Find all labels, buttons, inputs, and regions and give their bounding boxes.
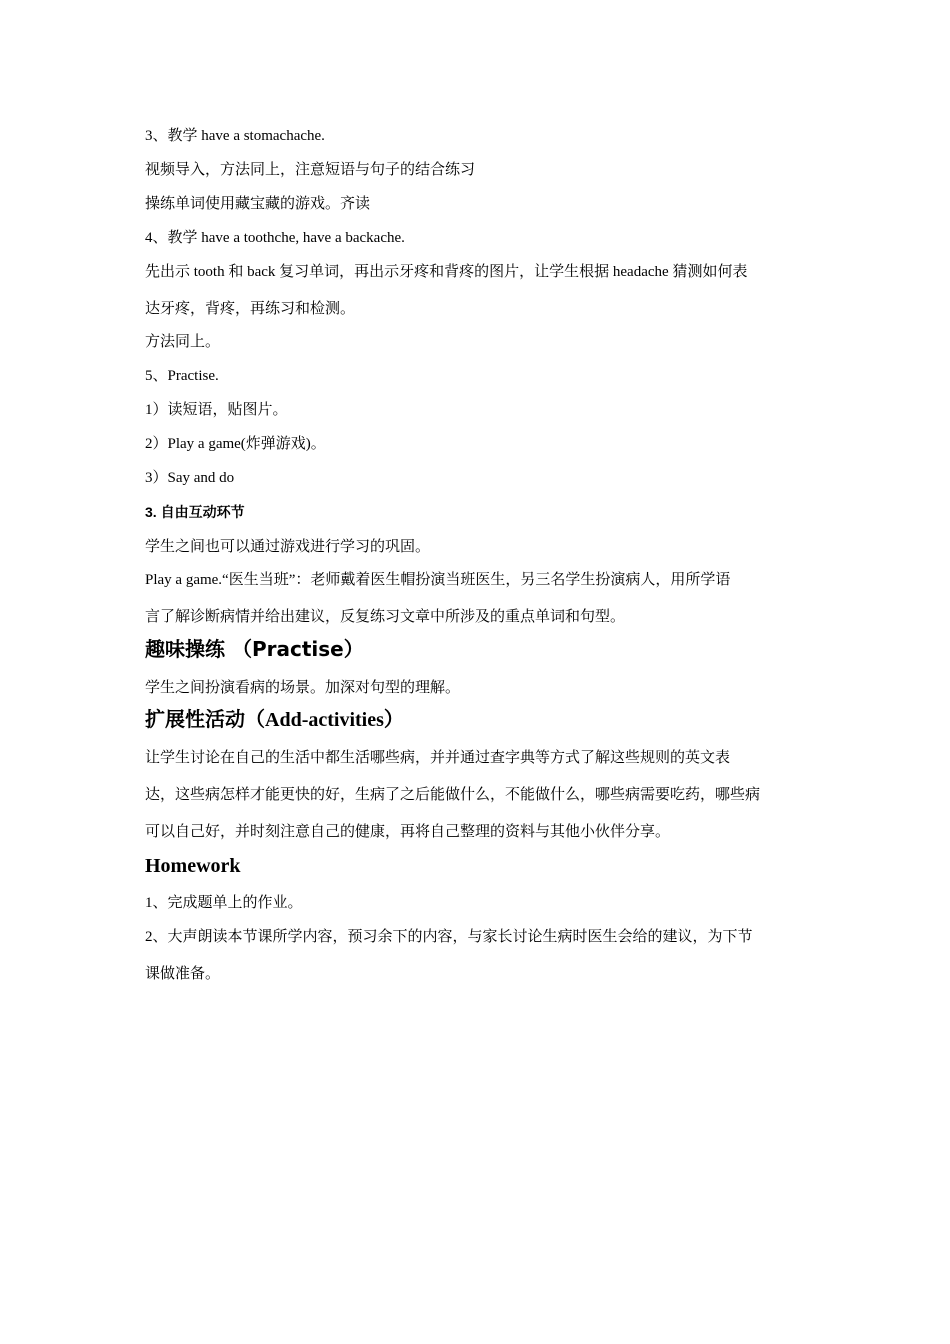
paragraph-line: 言了解诊断病情并给出建议，反复练习文章中所涉及的重点单词和句型。 bbox=[145, 609, 626, 625]
paragraph-line: 操练单词使用藏宝藏的游戏。齐读 bbox=[145, 196, 371, 212]
section-heading-practise: 趣味操练 （Practise） bbox=[145, 637, 364, 661]
section-heading-homework: Homework bbox=[145, 855, 241, 877]
list-item: 1、完成题单上的作业。 bbox=[145, 895, 303, 911]
step-5-title: 5、Practise. bbox=[145, 368, 219, 384]
paragraph-line: 可以自己好，并时刻注意自己的健康，再将自己整理的资料与其他小伙伴分享。 bbox=[145, 824, 671, 840]
paragraph-line: 视频导入，方法同上，注意短语与句子的结合练习 bbox=[145, 162, 476, 178]
list-item: 1）读短语，贴图片。 bbox=[145, 402, 288, 418]
paragraph-line: 学生之间也可以通过游戏进行学习的巩固。 bbox=[145, 539, 431, 555]
paragraph-line: 让学生讨论在自己的生活中都生活哪些病，并并通过查字典等方式了解这些规则的英文表 bbox=[145, 750, 731, 766]
subsection-heading: 3. 自由互动环节 bbox=[145, 504, 245, 520]
list-item: 2）Play a game(炸弹游戏)。 bbox=[145, 436, 326, 452]
paragraph-line: Play a game.“医生当班”：老师戴着医生帽扮演当班医生，另三名学生扮演病人，用所学语 bbox=[145, 572, 731, 588]
step-3-title: 3、教学 have a stomachache. bbox=[145, 128, 325, 144]
paragraph-line: 课做准备。 bbox=[145, 966, 221, 982]
section-heading-add-activities: 扩展性活动（Add-activities） bbox=[145, 709, 404, 731]
list-item: 2、大声朗读本节课所学内容，预习余下的内容，与家长讨论生病时医生会给的建议，为下节 bbox=[145, 929, 753, 945]
paragraph-line: 方法同上。 bbox=[145, 334, 221, 350]
paragraph-line: 达，这些病怎样才能更快的好，生病了之后能做什么，不能做什么，哪些病需要吃药，哪些病 bbox=[145, 787, 761, 803]
list-item: 3）Say and do bbox=[145, 470, 235, 486]
step-4-title: 4、教学 have a toothche, have a backache. bbox=[145, 230, 405, 246]
paragraph-line: 达牙疼，背疼，再练习和检测。 bbox=[145, 301, 356, 317]
paragraph-line: 先出示 tooth 和 back 复习单词，再出示牙疼和背疼的图片，让学生根据 headache 猜测如何表 bbox=[145, 264, 748, 280]
paragraph-line: 学生之间扮演看病的场景。加深对句型的理解。 bbox=[145, 680, 461, 696]
